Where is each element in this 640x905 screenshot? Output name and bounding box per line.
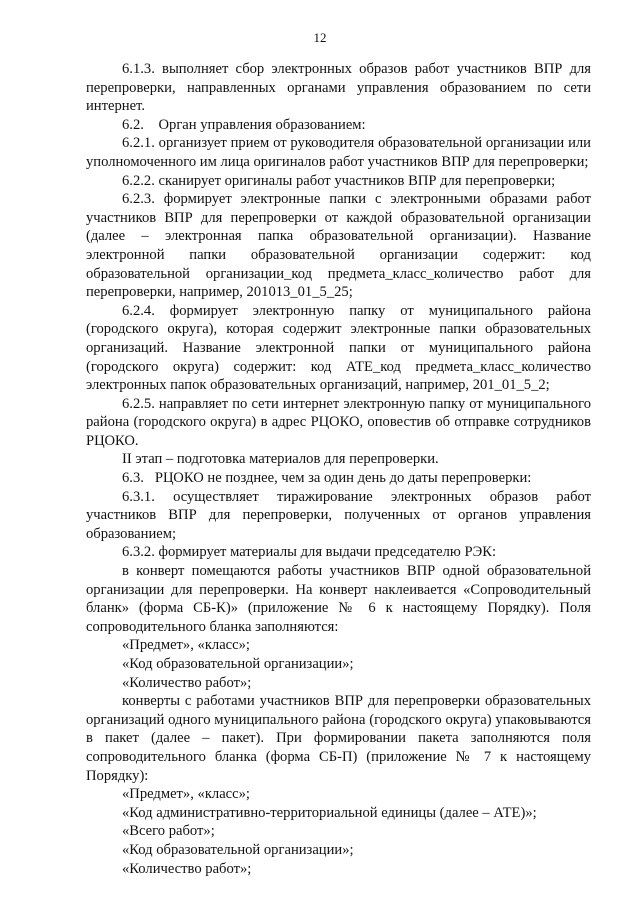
paragraph: «Код образовательной организации»; bbox=[122, 841, 354, 858]
paragraph: конверты с работами участников ВПР для перепроверки образовательных организаций одного муниципального района (городского округа) упаковываются в пакет (далее – пакет). При формировании пакета заполняются поля сопроводительного бланка (форма СБ-П) (приложение № 7 к настоящему Порядку): bbox=[86, 693, 591, 784]
page-number: 12 bbox=[313, 30, 327, 45]
paragraph: 6.3.2. формирует материалы для выдачи председателю РЭК: bbox=[122, 544, 496, 561]
paragraph: «Всего работ»; bbox=[122, 823, 215, 840]
paragraph: 6.2.5. направляет по сети интернет электронную папку от муниципального района (городского округа) в адрес РЦОКО, оповестив об отправке сотрудников РЦОКО. bbox=[86, 395, 591, 449]
paragraph: II этап – подготовка материалов для перепроверки. bbox=[122, 451, 439, 468]
paragraph: «Код образовательной организации»; bbox=[122, 656, 354, 672]
paragraph: в конверт помещаются работы участников ВПР одной образовательной организации для перепроверки. На конверт наклеивается «Сопроводительный бланк» (форма СБ-К)» (приложение № 6 к настоящему Порядку). Поля сопроводительного бланка заполняются: bbox=[86, 563, 591, 635]
paragraph: 6.2.3. формирует электронные папки с электронными образами работ участников ВПР для перепроверки от каждой образовательной организации (далее – электронная папка образовательной организации). Название электронной папки образовательной организации содержит: код образовательной организации_код предмета_класс_количество работ для перепроверки, например, 201013_01_5_25; bbox=[86, 191, 591, 301]
paragraph: 6.2.2. сканирует оригиналы работ участников ВПР для перепроверки; bbox=[122, 172, 556, 189]
paragraph: «Количество работ»; bbox=[122, 674, 252, 691]
document-body bbox=[86, 60, 591, 878]
paragraph: «Предмет», «класс»; bbox=[122, 637, 250, 654]
paragraph: 6.1.3. выполняет сбор электронных образов работ участников ВПР для перепроверки, направленных органами управления образованием по сети интернет. bbox=[86, 61, 591, 115]
paragraph: 6.2. Орган управления образованием: bbox=[122, 116, 366, 133]
paragraph: 6.3. РЦОКО не позднее, чем за один день до даты перепроверки: bbox=[122, 470, 532, 487]
paragraph: 6.2.1. организует прием от руководителя образовательной организации или уполномоченного им лица оригиналов работ участников ВПР для перепроверки; bbox=[86, 135, 591, 170]
paragraph: «Код административно-территориальной единицы (далее – АТЕ)»; bbox=[122, 804, 537, 821]
paragraph: 6.3.1. осуществляет тиражирование электронных образов работ участников ВПР для перепроверки, полученных от органов управления образованием; bbox=[86, 488, 591, 542]
paragraph: «Количество работ»; bbox=[122, 860, 252, 877]
paragraph: «Предмет», «класс»; bbox=[122, 786, 250, 803]
paragraph: 6.2.4. формирует электронную папку от муниципального района (городского округа), которая содержит электронные папки образовательных организаций. Название электронной папки от муниципального района (городского округа) содержит: код АТЕ_код предмета_класс_количество электронных папок образовательных организаций, например, 201_01_5_2; bbox=[86, 302, 591, 394]
